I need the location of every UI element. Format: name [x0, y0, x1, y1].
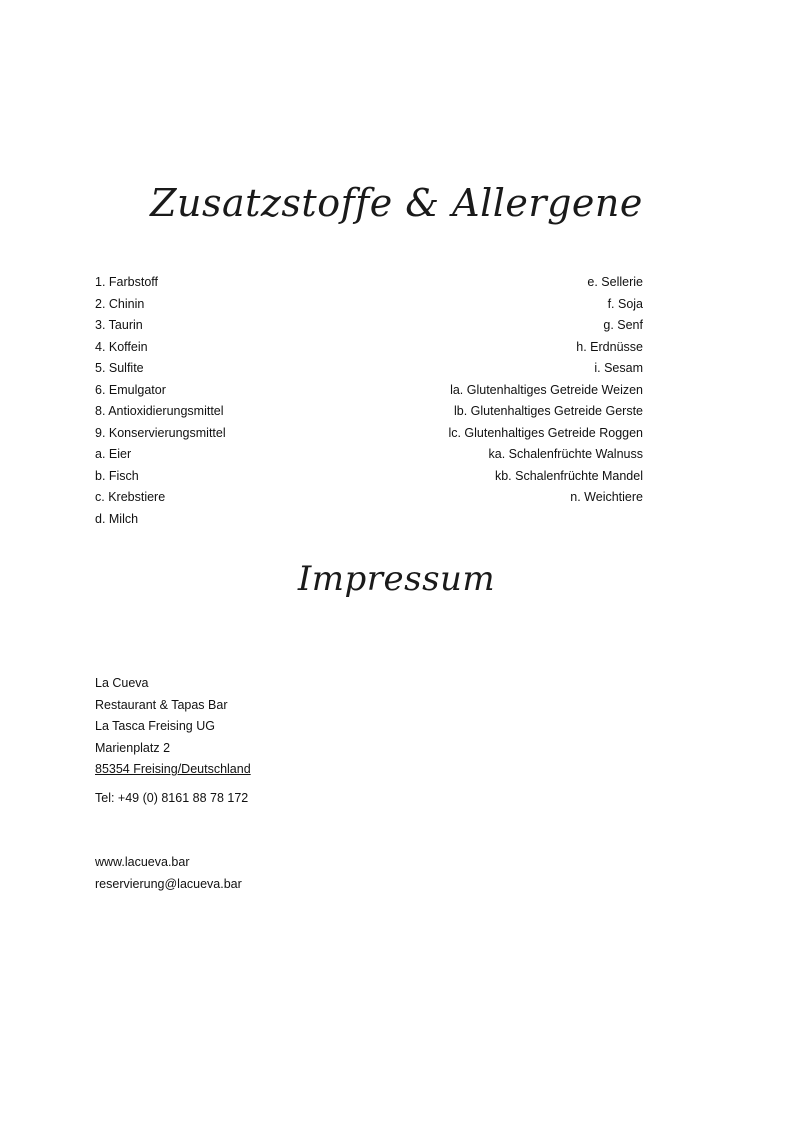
business-name: La Cueva [95, 676, 149, 690]
list-item: kb. Schalenfrüchte Mandel [494, 468, 643, 483]
list-item: h. Erdnüsse [576, 339, 643, 354]
list-item: b. Fisch [95, 468, 139, 483]
phone-number: Tel: +49 (0) 8161 88 78 172 [95, 791, 249, 805]
list-item: e. Sellerie [587, 275, 643, 289]
list-item: d. Milch [95, 511, 139, 526]
list-item: g. Senf [603, 318, 643, 332]
website-link[interactable]: www.lacueva.bar [95, 855, 190, 869]
impressum-contact [95, 852, 242, 895]
list-item: ka. Schalenfrüchte Walnuss [488, 447, 643, 461]
email-link[interactable]: reservierung@lacueva.bar [95, 876, 242, 891]
list-item: i. Sesam [594, 361, 643, 375]
list-item: lb. Glutenhaltiges Getreide Gerste [454, 404, 643, 418]
city-address: 85354 Freising/Deutschland [95, 762, 251, 776]
list-item: 2. Chinin [95, 296, 145, 311]
allergens-right-list [323, 272, 643, 509]
list-item: 1. Farbstoff [95, 275, 158, 289]
list-item: 3. Taurin [95, 318, 143, 332]
business-subtitle: Restaurant & Tapas Bar [95, 697, 228, 712]
list-item: 6. Emulgator [95, 382, 166, 397]
list-item: la. Glutenhaltiges Getreide Weizen [450, 382, 643, 397]
list-item: 8. Antioxidierungsmittel [95, 404, 224, 418]
impressum-address [95, 673, 251, 781]
street-address: Marienplatz 2 [95, 740, 171, 755]
list-item: 9. Konservierungsmittel [95, 425, 226, 440]
list-item: c. Krebstiere [95, 490, 166, 504]
list-item: lc. Glutenhaltiges Getreide Roggen [448, 425, 643, 440]
list-item: f. Soja [607, 296, 643, 311]
list-item: n. Weichtiere [570, 490, 643, 504]
list-item: 4. Koffein [95, 339, 148, 354]
impressum-title: Impressum [297, 559, 496, 599]
allergens-title: Zusatzstoffe & Allergene [150, 181, 643, 225]
company-name: La Tasca Freising UG [95, 719, 215, 733]
list-item: 5. Sulfite [95, 361, 144, 375]
list-item: a. Eier [95, 447, 132, 461]
